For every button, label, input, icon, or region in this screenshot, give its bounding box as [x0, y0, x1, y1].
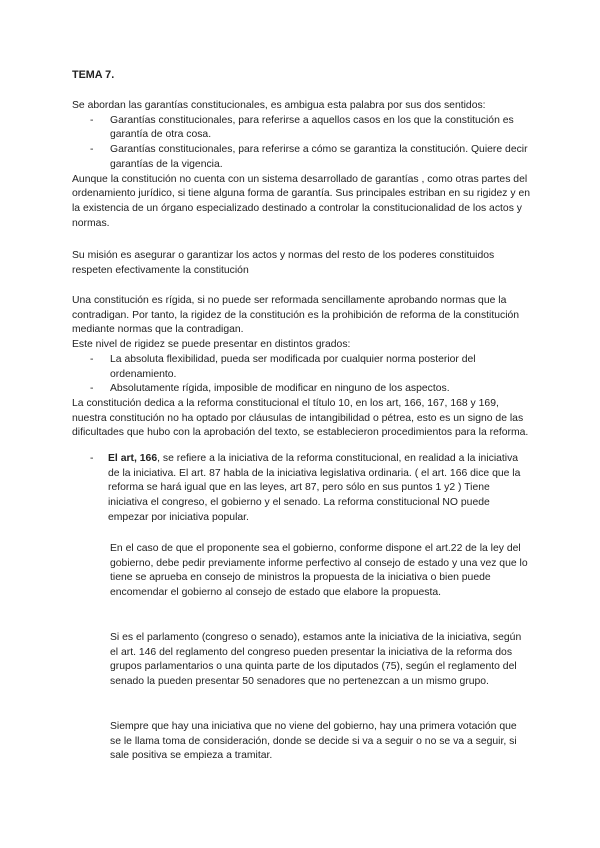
consideration-paragraph: Siempre que hay una iniciativa que no viene del gobierno, hay una primera votación que se le llama toma de consideración, donde se decide si va a seguir o no se va a seguir, si sale positiva se empieza a tramitar.	[110, 721, 517, 762]
senses-list	[90, 114, 532, 173]
list-dash: -	[90, 144, 94, 156]
mission-paragraph: Su misión es asegurar o garantizar los actos y normas del resto de los poderes constituidos respeten efectivamente la constitución	[72, 250, 495, 276]
list-item	[90, 114, 532, 143]
mission-section	[72, 249, 532, 278]
list-item-text: La absoluta flexibilidad, pueda ser modificada por cualquier norma posterior del ordenamiento.	[110, 353, 476, 380]
list-dash: -	[90, 114, 94, 126]
grades-list	[90, 353, 532, 397]
intro-paragraph: Se abordan las garantías constitucionales, es ambigua esta palabra por sus dos sentidos:	[72, 100, 486, 111]
list-item	[90, 353, 532, 382]
art166-text: , se refiere a la iniciativa de la reforma constitucional, en realidad a la iniciativa de la iniciativa. El art. 87 habla de la iniciativa legislativa ordinaria. ( el art. 166 dice que la reforma se hará igual que en las leyes, art 87, pero sólo en sus puntos 1 y2 ) Tiene iniciativa el congreso, el gobierno y el senado. La reforma constitucional NO puede empezar por iniciativa popular.	[108, 453, 521, 523]
art166-heading: El art, 166	[108, 453, 158, 464]
list-item	[90, 452, 530, 526]
list-item	[90, 382, 532, 397]
intro-section	[72, 99, 532, 231]
page-title: TEMA 7.	[72, 69, 115, 81]
government-paragraph: En el caso de que el proponente sea el gobierno, conforme dispone el art.22 de la ley del gobierno, debe pedir previamente informe perfectivo al consejo de estado y una vez que lo tiene se aprueba en consejo de ministros la propuesta de la iniciativa o bien puede encomendar el gobierno al consejo de estado que elabore la propuesta.	[110, 543, 528, 599]
list-dash: -	[90, 383, 94, 395]
rigidity-paragraph: Una constitución es rígida, si no puede ser reformada sencillamente aprobando normas que la contradigan. Por tanto, la rigidez de la constitución es la prohibición de reforma de la constitución mediante normas que la contradigan.	[72, 295, 520, 336]
list-item-text: Garantías constitucionales, para referirse a aquellos casos en los que la constitución es garantía de otra cosa.	[110, 114, 514, 141]
art166-list	[90, 452, 530, 526]
rigidity-section	[72, 294, 532, 441]
grades-intro: Este nivel de rigidez se puede presentar en distintos grados:	[72, 339, 351, 351]
guarantees-paragraph: Aunque la constitución no cuenta con un sistema desarrollado de garantías , como otras partes del ordenamiento jurídico, si tiene alguna forma de garantía. Sus principales estriban en su rigidez y en la existencia de un órgano especializado destinado a controlar la constitucionalidad de los actos y normas.	[72, 173, 531, 229]
reform-paragraph: La constitución dedica a la reforma constitucional el título 10, en los art, 166, 167, 168 y 169, nuestra constitución no ha optado por cláusulas de intangibilidad o pétrea, esto es un signo de las dificultades que hubo con la aprobación del texto, se establecieron procedimientos para la reforma.	[72, 397, 529, 439]
list-dash: -	[90, 453, 94, 464]
parliament-paragraph: Si es el parlamento (congreso o senado), estamos ante la iniciativa de la iniciativa, según el art. 146 del reglamento del congreso pueden presentar la iniciativa de la reforma dos grupos parlamentarios o una quinta parte de los diputados (75), según el reglamento del senado la pueden presentar 50 senadores que no pertenezcan a un mismo grupo.	[110, 632, 522, 688]
list-item-text: Absolutamente rígida, imposible de modificar en ninguno de los aspectos.	[110, 383, 450, 395]
list-dash: -	[90, 353, 94, 365]
list-item	[90, 143, 532, 172]
list-item-text: Garantías constitucionales, para referirse a cómo se garantiza la constitución. Quiere decir garantías de la vigencia.	[110, 144, 528, 170]
